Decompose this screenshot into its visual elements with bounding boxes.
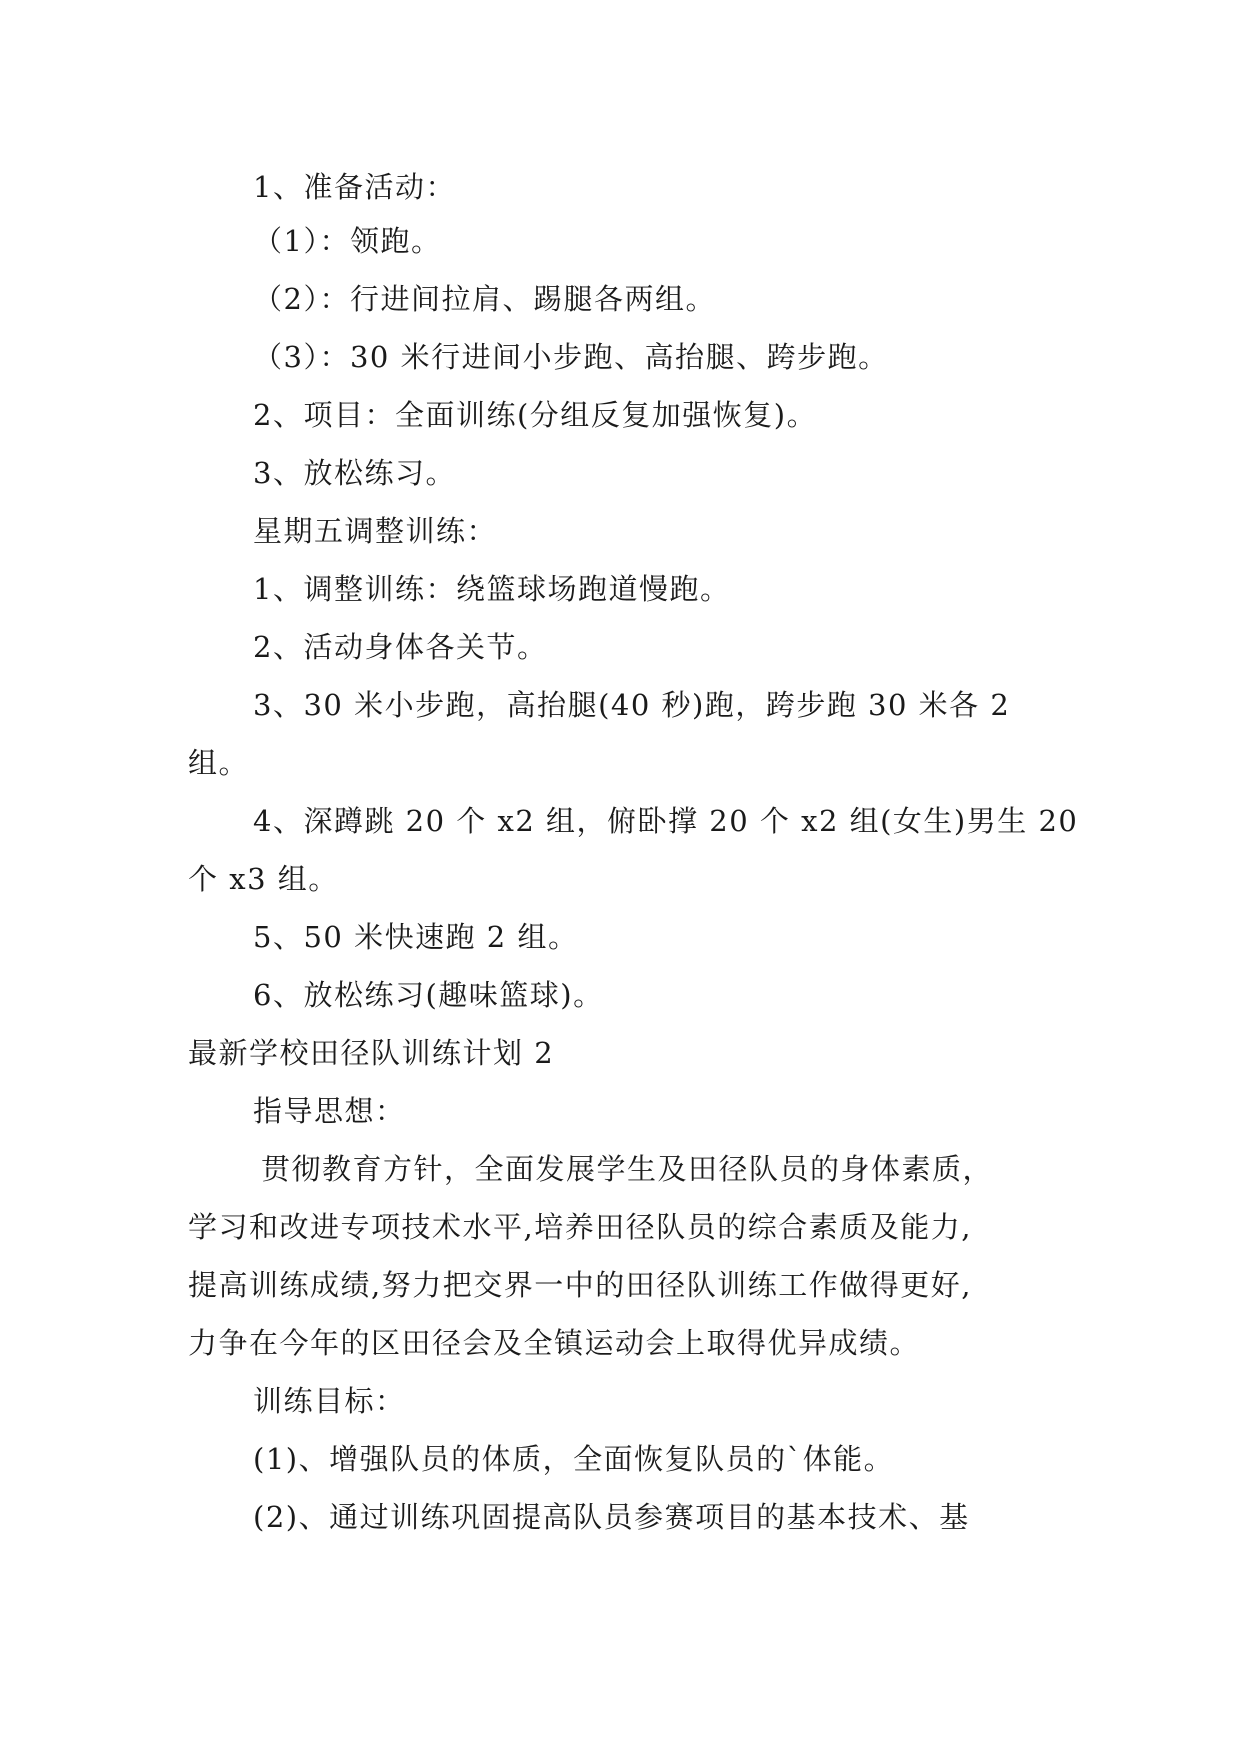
text-line: 个 x3 组。 <box>188 862 339 896</box>
section-title: 最新学校田径队训练计划 2 <box>188 1036 555 1070</box>
text-line: 2、项目：全面训练(分组反复加强恢复)。 <box>253 398 818 432</box>
text-line: 训练目标： <box>253 1384 406 1418</box>
text-line: 3、放松练习。 <box>253 456 456 490</box>
text-line: 6、放松练习(趣味篮球)。 <box>253 978 604 1012</box>
text-line: (2)、通过训练巩固提高队员参赛项目的基本技术、基 <box>253 1500 970 1534</box>
text-line: 2、活动身体各关节。 <box>253 630 548 664</box>
text-line: （2）：行进间拉肩、踢腿各两组。 <box>253 282 716 316</box>
text-line: (1)、增强队员的体质，全面恢复队员的`体能。 <box>253 1442 895 1476</box>
text-line: 4、深蹲跳 20 个 x2 组，俯卧撑 20 个 x2 组(女生)男生 20 <box>253 804 1079 838</box>
text-line: 力争在今年的区田径会及全镇运动会上取得优异成绩。 <box>188 1326 921 1360</box>
text-line: （3）：30 米行进间小步跑、高抬腿、跨步跑。 <box>253 340 889 374</box>
text-line: 学习和改进专项技术水平,培养田径队员的综合素质及能力, <box>188 1210 972 1244</box>
text-line: 贯彻教育方针，全面发展学生及田径队员的身体素质， <box>261 1152 994 1186</box>
text-line: 星期五调整训练： <box>253 514 498 548</box>
text-line: 3、30 米小步跑，高抬腿(40 秒)跑，跨步跑 30 米各 2 <box>253 688 1011 722</box>
text-line: 提高训练成绩,努力把交界一中的田径队训练工作做得更好, <box>188 1268 972 1302</box>
text-line: 5、50 米快速跑 2 组。 <box>253 920 579 954</box>
text-line: （1）：领跑。 <box>253 224 442 258</box>
text-line: 指导思想： <box>253 1094 406 1128</box>
text-line: 1、准备活动： <box>253 170 456 204</box>
text-line: 组。 <box>188 746 250 780</box>
text-line: 1、调整训练：绕篮球场跑道慢跑。 <box>253 572 731 606</box>
